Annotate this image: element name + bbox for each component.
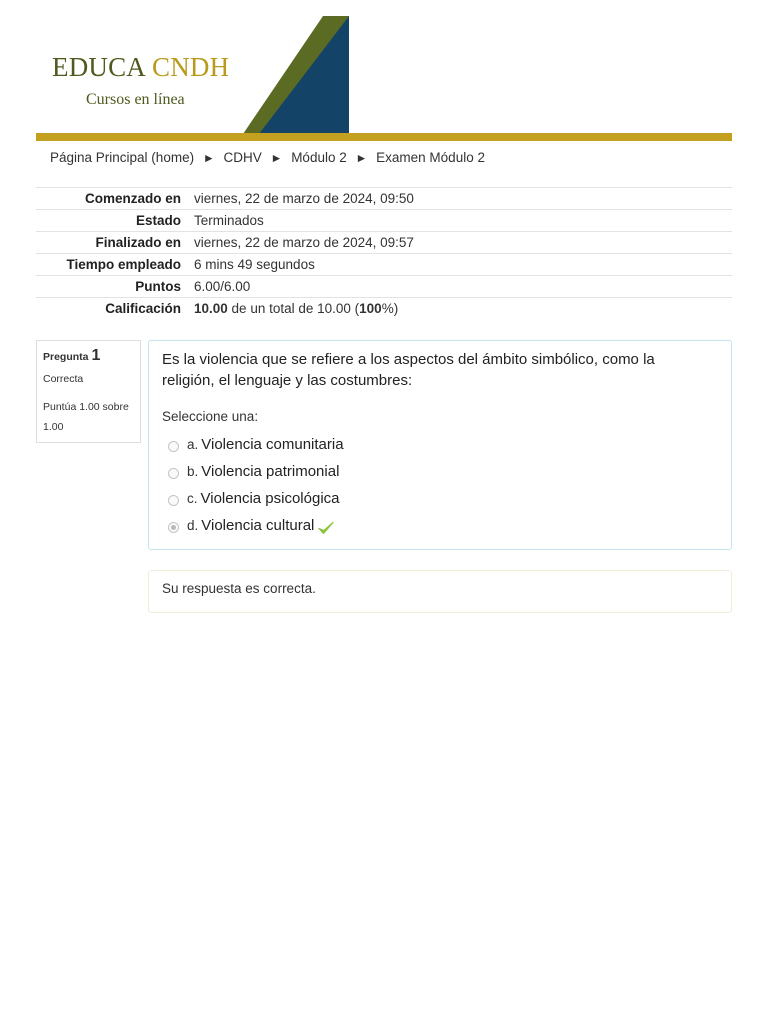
answer-option-c[interactable]: [168, 485, 344, 512]
option-letter: d.: [187, 518, 199, 533]
breadcrumb-separator-icon: ►: [202, 151, 215, 165]
attempt-summary-table: [36, 187, 732, 319]
grade-score: 10.00: [194, 301, 228, 316]
site-logo[interactable]: [52, 52, 229, 83]
option-letter: c.: [187, 491, 198, 506]
question-number-value: 1: [91, 347, 101, 364]
question-info-panel: [36, 340, 141, 443]
correct-check-icon: [318, 521, 334, 535]
summary-value: 6 mins 49 segundos: [181, 254, 732, 276]
breadcrumb: [50, 150, 485, 165]
radio-button-selected[interactable]: [168, 522, 179, 533]
option-letter: b.: [187, 464, 199, 479]
option-text: Violencia psicológica: [200, 490, 340, 507]
summary-label: Calificación: [36, 298, 181, 320]
feedback-box: [148, 570, 732, 613]
summary-grade-value: [181, 298, 732, 320]
option-text: Violencia patrimonial: [201, 463, 340, 480]
breadcrumb-item-home[interactable]: Página Principal (home): [50, 150, 195, 165]
answer-option-a[interactable]: [168, 431, 344, 458]
logo-graphic: [243, 16, 353, 134]
logo-educa-text: EDUCA: [52, 52, 146, 82]
breadcrumb-separator-icon: ►: [355, 151, 368, 165]
grade-percent: 100: [359, 301, 382, 316]
question-state: Correcta: [43, 373, 84, 385]
feedback-text: Su respuesta es correcta.: [162, 581, 316, 596]
summary-row-time: [36, 254, 732, 276]
summary-value: 6.00/6.00: [181, 276, 732, 298]
summary-row-started: [36, 188, 732, 210]
answer-options: [168, 431, 344, 539]
summary-value: Terminados: [181, 210, 732, 232]
question-number: [43, 347, 134, 365]
radio-button[interactable]: [168, 495, 179, 506]
summary-value: viernes, 22 de marzo de 2024, 09:57: [181, 232, 732, 254]
answer-option-b[interactable]: [168, 458, 344, 485]
option-text: Violencia comunitaria: [201, 436, 344, 453]
summary-label: Comenzado en: [36, 188, 181, 210]
radio-button[interactable]: [168, 441, 179, 452]
question-grade: Puntúa 1.00 sobre 1.00: [43, 401, 129, 433]
summary-row-finished: [36, 232, 732, 254]
breadcrumb-item-course[interactable]: CDHV: [223, 150, 262, 165]
breadcrumb-separator-icon: ►: [270, 151, 283, 165]
summary-row-grade: [36, 298, 732, 320]
answer-prompt: Seleccione una:: [162, 409, 259, 424]
summary-label: Tiempo empleado: [36, 254, 181, 276]
summary-row-points: [36, 276, 732, 298]
summary-row-state: [36, 210, 732, 232]
answer-option-d[interactable]: [168, 512, 344, 539]
grade-suffix: %): [381, 301, 399, 316]
site-header: [36, 16, 732, 142]
option-text: Violencia cultural: [201, 517, 315, 534]
summary-label: Estado: [36, 210, 181, 232]
logo-navy-triangle: [259, 16, 349, 134]
breadcrumb-item-exam[interactable]: Examen Módulo 2: [376, 150, 485, 165]
radio-button[interactable]: [168, 468, 179, 479]
breadcrumb-item-module[interactable]: Módulo 2: [291, 150, 347, 165]
question-content-box: [148, 340, 732, 550]
header-gold-bar: [36, 133, 732, 141]
option-letter: a.: [187, 437, 199, 452]
summary-value: viernes, 22 de marzo de 2024, 09:50: [181, 188, 732, 210]
summary-label: Finalizado en: [36, 232, 181, 254]
logo-cndh-text: CNDH: [152, 52, 230, 82]
summary-label: Puntos: [36, 276, 181, 298]
question-label: Pregunta: [43, 351, 89, 363]
grade-middle: de un total de 10.00 (: [227, 301, 360, 316]
question-text: Es la violencia que se refiere a los aspectos del ámbito simbólico, como la religión, el lenguaje y las costumbres:: [162, 351, 655, 389]
logo-subtitle: Cursos en línea: [86, 91, 185, 108]
